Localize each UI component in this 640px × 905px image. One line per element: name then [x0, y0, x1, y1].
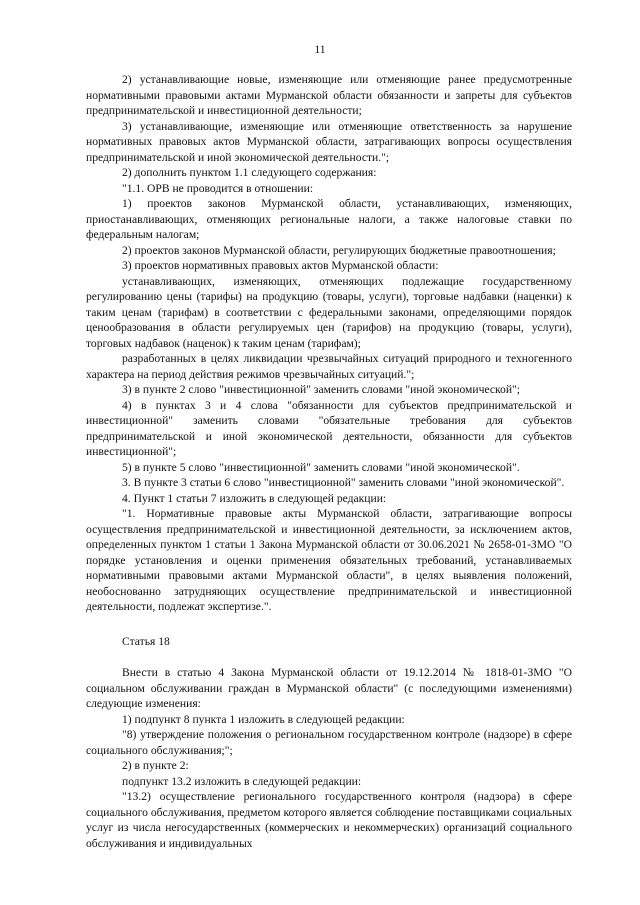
paragraph: 2) дополнить пунктом 1.1 следующего содержания:: [122, 166, 377, 179]
paragraph: разработанных в целях ликвидации чрезвычайных ситуаций природного и техногенного характера на период действия режимов чрезвычайных ситуаций.";: [86, 352, 572, 381]
page-number: 11: [314, 43, 326, 56]
document-body: [86, 72, 572, 851]
paragraph: "8) утверждение положения о региональном государственном контроле (надзоре) в сфере социального обслуживания;";: [86, 728, 572, 757]
paragraph: 4) в пунктах 3 и 4 слова "обязанности для субъектов предпринимательской и инвестиционной" заменить словами "обязательные требования для субъектов предпринимательской и иной экономической деятельности, обязанности для субъектов инвестиционной";: [86, 398, 572, 458]
paragraph: 3) в пункте 2 слово "инвестиционной" заменить словами "иной экономической";: [122, 383, 520, 396]
paragraph: "13.2) осуществление регионального государственного контроля (надзора) в сфере социального обслуживания, предметом которого является соблюдение поставщиками социальных услуг из числа негосударственных (коммерческих и некоммерческих) организаций социального обслуживания и индивидуальных: [86, 790, 572, 850]
paragraph: 2) устанавливающие новые, изменяющие или отменяющие ранее предусмотренные нормативными правовыми актами Мурманской области обязанности и запреты для субъектов предпринимательской и инвестиционной деятельности;: [86, 73, 572, 117]
paragraph: 1) подпункт 8 пункта 1 изложить в следующей редакции:: [122, 712, 405, 726]
paragraph: 3. В пункте 3 статьи 6 слово "инвестиционной" заменить словами "иной экономической".: [122, 476, 565, 489]
paragraph: 2) в пункте 2:: [122, 759, 189, 772]
paragraph: устанавливающих, изменяющих, отменяющих подлежащие государственному регулированию цены (тарифы) на продукцию (товары, услуги), торговые надбавки (наценки) к таким ценам (тарифам) в соответствии с федеральными законами, определяющими порядок ценообразования в области регулируемых цен (тарифов) на продукцию (товары, услуги), торговых надбавок (наценок) к таким ценам (тарифам);: [86, 274, 572, 350]
paragraph: подпункт 13.2 изложить в следующей редакции:: [122, 774, 362, 788]
paragraph: 5) в пункте 5 слово "инвестиционной" заменить словами "иной экономической".: [122, 460, 520, 474]
paragraph: 1) проектов законов Мурманской области, устанавливающих, изменяющих, приостанавливающих, отменяющих региональные налоги, а также налоговые ставки по федеральным налогам;: [86, 197, 572, 241]
article-heading: Статья 18: [122, 634, 170, 648]
paragraph: 3) устанавливающие, изменяющие или отменяющие ответственность за нарушение нормативных правовых актов Мурманской области, затрагивающих вопросы осуществления предпринимательской и иной экономической деятельности.";: [86, 119, 572, 164]
paragraph: "1.1. ОРВ не проводится в отношении:: [122, 181, 314, 195]
paragraph: 3) проектов нормативных правовых актов Мурманской области:: [122, 259, 439, 272]
paragraph: 2) проектов законов Мурманской области, регулирующих бюджетные правоотношения;: [122, 243, 556, 257]
paragraph: 4. Пункт 1 статьи 7 изложить в следующей редакции:: [122, 491, 387, 505]
paragraph: "1. Нормативные правовые акты Мурманской области, затрагивающие вопросы осуществления предпринимательской и инвестиционной деятельности, за исключением актов, определенных пунктом 1 статьи 1 Закона Мурманской области от 30.06.2021 № 2658-01-ЗМО "О порядке установления и оценки применения обязательных требований, устанавливаемых нормативными правовыми актами Мурманской области", в целях выявления положений, необоснованно затрудняющих осуществление предпринимательской и инвестиционной деятельности, подлежат экспертизе.".: [86, 507, 572, 613]
paragraph: Внести в статью 4 Закона Мурманской области от 19.12.2014 № 1818-01-ЗМО "О социальном обслуживании граждан в Мурманской области" (с последующими изменениями) следующие изменения:: [86, 666, 572, 710]
